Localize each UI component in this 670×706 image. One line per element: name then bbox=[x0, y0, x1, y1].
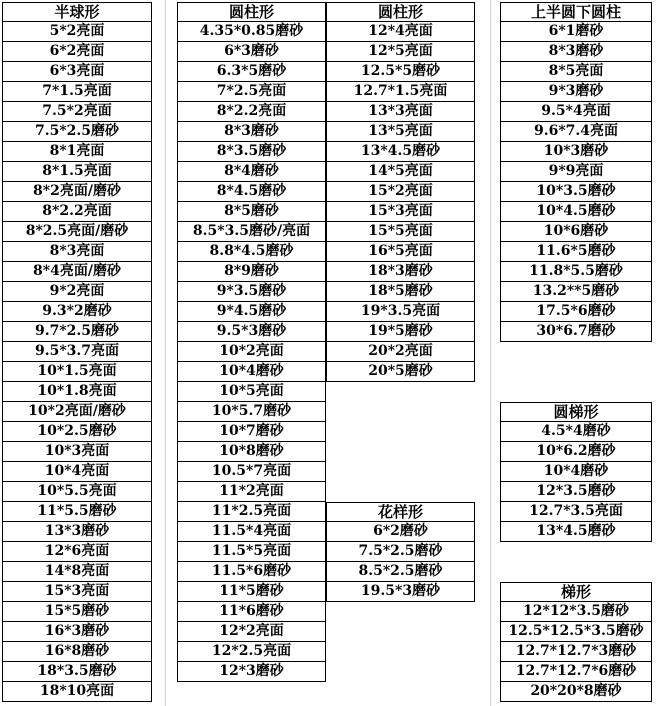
table-cell: 9.7*2.5磨砂 bbox=[2, 322, 152, 342]
table-cell: 10*7磨砂 bbox=[177, 422, 326, 442]
table-cell: 7*2.5亮面 bbox=[177, 82, 326, 102]
table-cell: 12.7*1.5亮面 bbox=[326, 82, 475, 102]
table-cell: 9.5*3.7亮面 bbox=[2, 342, 152, 362]
table-cell: 9.5*3磨砂 bbox=[177, 322, 326, 342]
table-cylinder-2 bbox=[326, 2, 475, 602]
table-cell: 8*5亮面 bbox=[500, 62, 652, 82]
table-cell: 19*5磨砂 bbox=[326, 322, 475, 342]
table-cell: 5*2亮面 bbox=[2, 22, 152, 42]
table-cell: 10*1.8亮面 bbox=[2, 382, 152, 402]
table-cell: 11*2亮面 bbox=[177, 482, 326, 502]
table-cell: 16*3磨砂 bbox=[2, 622, 152, 642]
table-cell: 8*9磨砂 bbox=[177, 262, 326, 282]
table-cell: 15*3亮面 bbox=[326, 202, 475, 222]
column-header: 梯形 bbox=[500, 582, 652, 602]
table-cell: 16*8磨砂 bbox=[2, 642, 152, 662]
table-cell: 14*5亮面 bbox=[326, 162, 475, 182]
table-cell: 10*5亮面 bbox=[177, 382, 326, 402]
table-cell: 7.5*2亮面 bbox=[2, 102, 152, 122]
table-cell: 9*2亮面 bbox=[2, 282, 152, 302]
table-cell: 30*6.7磨砂 bbox=[500, 322, 652, 342]
table-cell: 8*2.5亮面/磨砂 bbox=[2, 222, 152, 242]
column-header: 圆梯形 bbox=[500, 402, 652, 422]
table-cell: 13*4.5磨砂 bbox=[326, 142, 475, 162]
item-list bbox=[2, 22, 152, 702]
table-cell: 20*5磨砂 bbox=[326, 362, 475, 382]
column-header: 半球形 bbox=[2, 2, 152, 22]
table-cell: 7.5*2.5磨砂 bbox=[2, 122, 152, 142]
table-cell: 10*6.2磨砂 bbox=[500, 442, 652, 462]
table-cell: 12.7*12.7*6磨砂 bbox=[500, 662, 652, 682]
table-cell: 9*3磨砂 bbox=[500, 82, 652, 102]
table-half-round bbox=[500, 2, 652, 702]
grid-line bbox=[490, 0, 491, 706]
table-cell: 12*4亮面 bbox=[326, 22, 475, 42]
item-list bbox=[177, 22, 326, 682]
table-cell: 8*2.2亮面 bbox=[2, 202, 152, 222]
table-cell: 19*3.5亮面 bbox=[326, 302, 475, 322]
table-cell: 18*3.5磨砂 bbox=[2, 662, 152, 682]
table-cell: 15*3亮面 bbox=[2, 582, 152, 602]
table-cell: 6.3*5磨砂 bbox=[177, 62, 326, 82]
table-cell: 13*3磨砂 bbox=[2, 522, 152, 542]
table-cell: 20*2亮面 bbox=[326, 342, 475, 362]
table-cell: 19.5*3磨砂 bbox=[326, 582, 475, 602]
table-cell: 12.5*12.5*3.5磨砂 bbox=[500, 622, 652, 642]
table-cell: 6*3亮面 bbox=[2, 62, 152, 82]
table-cell: 13*3亮面 bbox=[326, 102, 475, 122]
table-cell: 12*12*3.5磨砂 bbox=[500, 602, 652, 622]
item-list bbox=[326, 22, 475, 382]
table-cell: 11*2.5亮面 bbox=[177, 502, 326, 522]
table-cell: 10*5.5亮面 bbox=[2, 482, 152, 502]
table-cell: 13*5亮面 bbox=[326, 122, 475, 142]
table-cell: 9.6*7.4亮面 bbox=[500, 122, 652, 142]
table-cell: 10*3.5磨砂 bbox=[500, 182, 652, 202]
table-cell: 18*10亮面 bbox=[2, 682, 152, 702]
column-header: 上半圆下圆柱 bbox=[500, 2, 652, 22]
table-cylinder-1 bbox=[177, 2, 326, 682]
table-cell: 10*2.5磨砂 bbox=[2, 422, 152, 442]
table-cell: 9*9亮面 bbox=[500, 162, 652, 182]
table-cell: 20*20*8磨砂 bbox=[500, 682, 652, 702]
table-cell: 8.8*4.5磨砂 bbox=[177, 242, 326, 262]
table-cell: 7.5*2.5磨砂 bbox=[326, 542, 475, 562]
table-cell: 18*5磨砂 bbox=[326, 282, 475, 302]
table-cell: 14*8亮面 bbox=[2, 562, 152, 582]
table-cell: 11*5磨砂 bbox=[177, 582, 326, 602]
table-cell: 12.5*5磨砂 bbox=[326, 62, 475, 82]
table-cell: 18*3磨砂 bbox=[326, 262, 475, 282]
table-cell: 10*6磨砂 bbox=[500, 222, 652, 242]
table-cell: 13*4.5磨砂 bbox=[500, 522, 652, 542]
table-cell: 8*1.5亮面 bbox=[2, 162, 152, 182]
table-cell: 8*4.5磨砂 bbox=[177, 182, 326, 202]
table-cell: 10*2亮面/磨砂 bbox=[2, 402, 152, 422]
table-cell: 10*4.5磨砂 bbox=[500, 202, 652, 222]
table-cell: 8*3磨砂 bbox=[177, 122, 326, 142]
table-cell: 10.5*7亮面 bbox=[177, 462, 326, 482]
table-cell: 16*5亮面 bbox=[326, 242, 475, 262]
table-cell: 8*3磨砂 bbox=[500, 42, 652, 62]
table-cell: 4.35*0.85磨砂 bbox=[177, 22, 326, 42]
table-cell: 6*2亮面 bbox=[2, 42, 152, 62]
table-cell: 10*3磨砂 bbox=[500, 142, 652, 162]
table-cell: 6*2磨砂 bbox=[326, 522, 475, 542]
item-list bbox=[500, 422, 652, 542]
table-cell: 15*2亮面 bbox=[326, 182, 475, 202]
column-header: 圆柱形 bbox=[177, 2, 326, 22]
table-cell: 9*4.5磨砂 bbox=[177, 302, 326, 322]
table-cell: 8*4磨砂 bbox=[177, 162, 326, 182]
table-hemisphere bbox=[2, 2, 152, 702]
table-cell: 8*2.2亮面 bbox=[177, 102, 326, 122]
table-cell: 8.5*2.5磨砂 bbox=[326, 562, 475, 582]
table-cell: 10*5.7磨砂 bbox=[177, 402, 326, 422]
table-cell: 11*5.5磨砂 bbox=[2, 502, 152, 522]
table-cell: 8*2亮面/磨砂 bbox=[2, 182, 152, 202]
table-cell: 8*4亮面/磨砂 bbox=[2, 262, 152, 282]
table-cell: 10*4磨砂 bbox=[177, 362, 326, 382]
table-cell: 10*3亮面 bbox=[2, 442, 152, 462]
table-cell: 8.5*3.5磨砂/亮面 bbox=[177, 222, 326, 242]
table-cell: 11.5*6磨砂 bbox=[177, 562, 326, 582]
table-cell: 12.7*12.7*3磨砂 bbox=[500, 642, 652, 662]
table-cell: 9.3*2磨砂 bbox=[2, 302, 152, 322]
table-cell: 6*3磨砂 bbox=[177, 42, 326, 62]
table-cell: 8*3.5磨砂 bbox=[177, 142, 326, 162]
table-cell: 12*2.5亮面 bbox=[177, 642, 326, 662]
column-header: 花样形 bbox=[326, 502, 475, 522]
table-cell: 13.2**5磨砂 bbox=[500, 282, 652, 302]
table-cell: 15*5亮面 bbox=[326, 222, 475, 242]
table-cell: 11.5*5亮面 bbox=[177, 542, 326, 562]
table-cell: 11.8*5.5磨砂 bbox=[500, 262, 652, 282]
table-cell: 8*1亮面 bbox=[2, 142, 152, 162]
table-cell: 11.6*5磨砂 bbox=[500, 242, 652, 262]
table-cell: 9.5*4亮面 bbox=[500, 102, 652, 122]
table-cell: 4.5*4磨砂 bbox=[500, 422, 652, 442]
item-list bbox=[500, 602, 652, 702]
table-cell: 17.5*6磨砂 bbox=[500, 302, 652, 322]
item-list bbox=[326, 522, 475, 602]
table-cell: 10*1.5亮面 bbox=[2, 362, 152, 382]
column-header: 圆柱形 bbox=[326, 2, 475, 22]
table-cell: 15*5磨砂 bbox=[2, 602, 152, 622]
table-cell: 7*1.5亮面 bbox=[2, 82, 152, 102]
table-cell: 11*6磨砂 bbox=[177, 602, 326, 622]
table-cell: 9*3.5磨砂 bbox=[177, 282, 326, 302]
table-cell: 10*8磨砂 bbox=[177, 442, 326, 462]
table-cell: 11.5*4亮面 bbox=[177, 522, 326, 542]
table-cell: 6*1磨砂 bbox=[500, 22, 652, 42]
table-cell: 10*2亮面 bbox=[177, 342, 326, 362]
table-cell: 12.7*3.5亮面 bbox=[500, 502, 652, 522]
table-cell: 12*3.5磨砂 bbox=[500, 482, 652, 502]
table-cell: 8*3亮面 bbox=[2, 242, 152, 262]
grid-line bbox=[165, 0, 166, 706]
table-cell: 10*4磨砂 bbox=[500, 462, 652, 482]
table-cell: 8*5磨砂 bbox=[177, 202, 326, 222]
table-cell: 12*5亮面 bbox=[326, 42, 475, 62]
table-cell: 10*4亮面 bbox=[2, 462, 152, 482]
table-cell: 12*6亮面 bbox=[2, 542, 152, 562]
item-list bbox=[500, 22, 652, 342]
table-cell: 12*3磨砂 bbox=[177, 662, 326, 682]
table-cell: 12*2亮面 bbox=[177, 622, 326, 642]
